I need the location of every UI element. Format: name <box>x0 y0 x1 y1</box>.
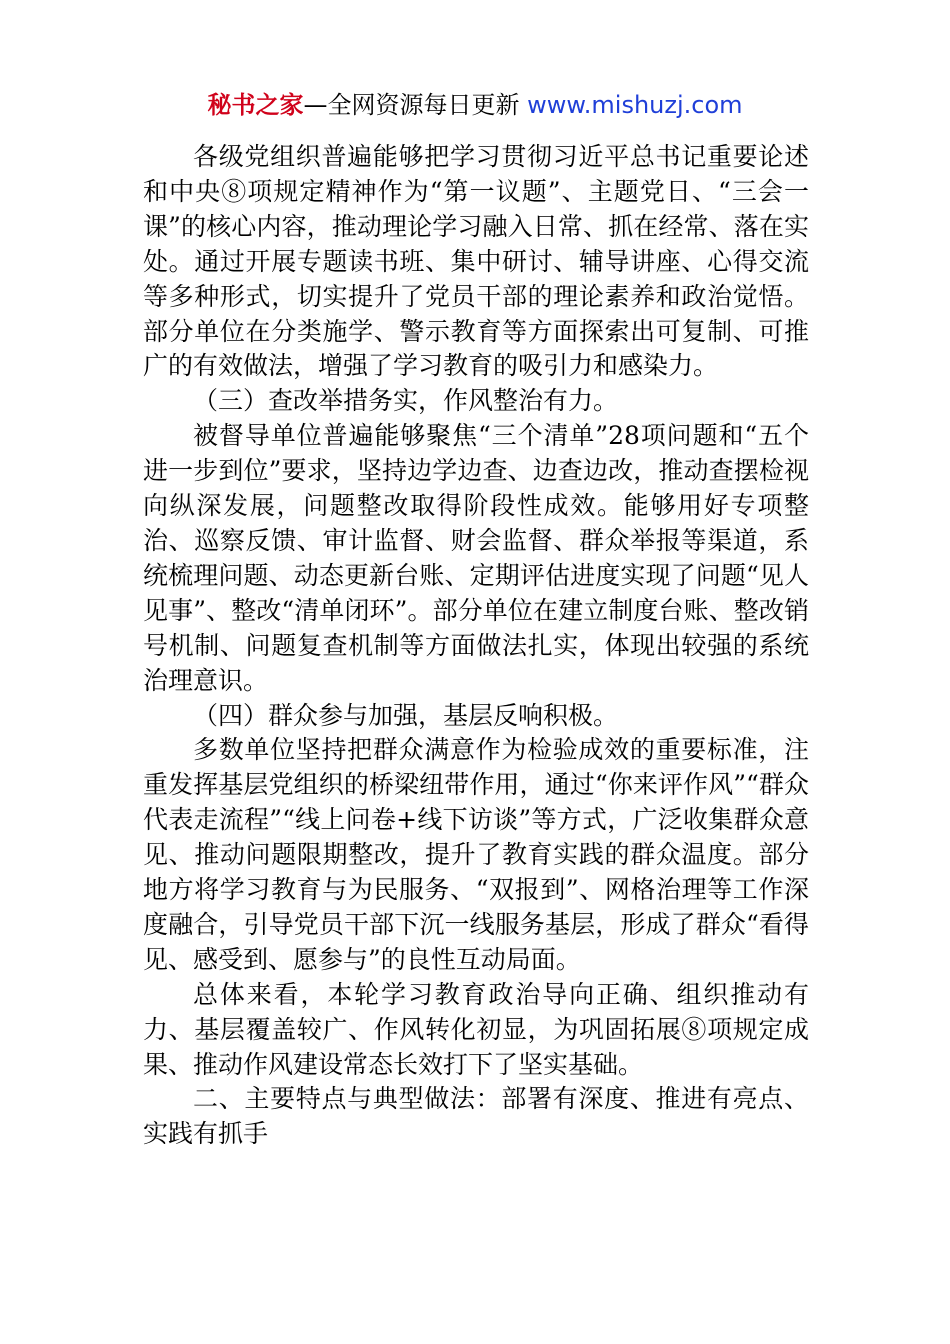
paragraph-study: 各级党组织普遍能够把学习贯彻习近平总书记重要论述和中央⑧项规定精神作为“第一议题”、主题党日、“三会一课”的核心内容，推动理论学习融入日常、抓在经常、落在实处。通过开展专题读书班、集中研讨、辅导讲座、心得交流等多种形式，切实提升了党员干部的理论素养和政治觉悟。部分单位在分类施学、警示教育等方面探索出可复制、可推广的有效做法，增强了学习教育的吸引力和感染力。 <box>143 142 809 381</box>
header-brand: 秘书之家 <box>207 91 304 119</box>
document-body <box>143 140 809 1152</box>
section-heading-4: （四）群众参与加强，基层反响积极。 <box>193 700 619 730</box>
paragraph-summary: 总体来看，本轮学习教育政治导向正确、组织推动有力、基层覆盖较广、作风转化初显，为巩固拓展⑧项规定成果、推动作风建设常态长效打下了坚实基础。 <box>143 979 809 1079</box>
section-heading-3: （三）查改举措务实，作风整治有力。 <box>193 386 619 416</box>
paragraph-rectification: 被督导单位普遍能够聚焦“三个清单”28项问题和“五个进一步到位”要求，坚持边学边查、边查边改，推动查摆检视向纵深发展，问题整改取得阶段性成效。能够用好专项整治、巡察反馈、审计监督、财会监督、群众举报等渠道，系统梳理问题、动态更新台账、定期评估进度实现了问题“见人见事”、整改“清单闭环”。部分单位在建立制度台账、整改销号机制、问题复查机制等方面做法扎实，体现出较强的系统治理意识。 <box>143 421 809 695</box>
paragraph-public-participation: 多数单位坚持把群众满意作为检验成效的重要标准，注重发挥基层党组织的桥梁纽带作用，通过“你来评作风”“群众代表走流程”“线上问卷+线下访谈”等方式，广泛收集群众意见、推动问题限期整改，提升了教育实践的群众温度。部分地方将学习教育与为民服务、“双报到”、网格治理等工作深度融合，引导党员干部下沉一线服务基层，形成了群众“看得见、感受到、愿参与”的良性互动局面。 <box>143 735 809 974</box>
header-url-link[interactable]: www.mishuzj.com <box>527 91 743 119</box>
section-heading-2: 二、主要特点与典型做法：部署有深度、推进有亮点、实践有抓手 <box>143 1084 809 1149</box>
header-tagline: —全网资源每日更新 <box>303 91 528 119</box>
page-header <box>0 88 950 122</box>
